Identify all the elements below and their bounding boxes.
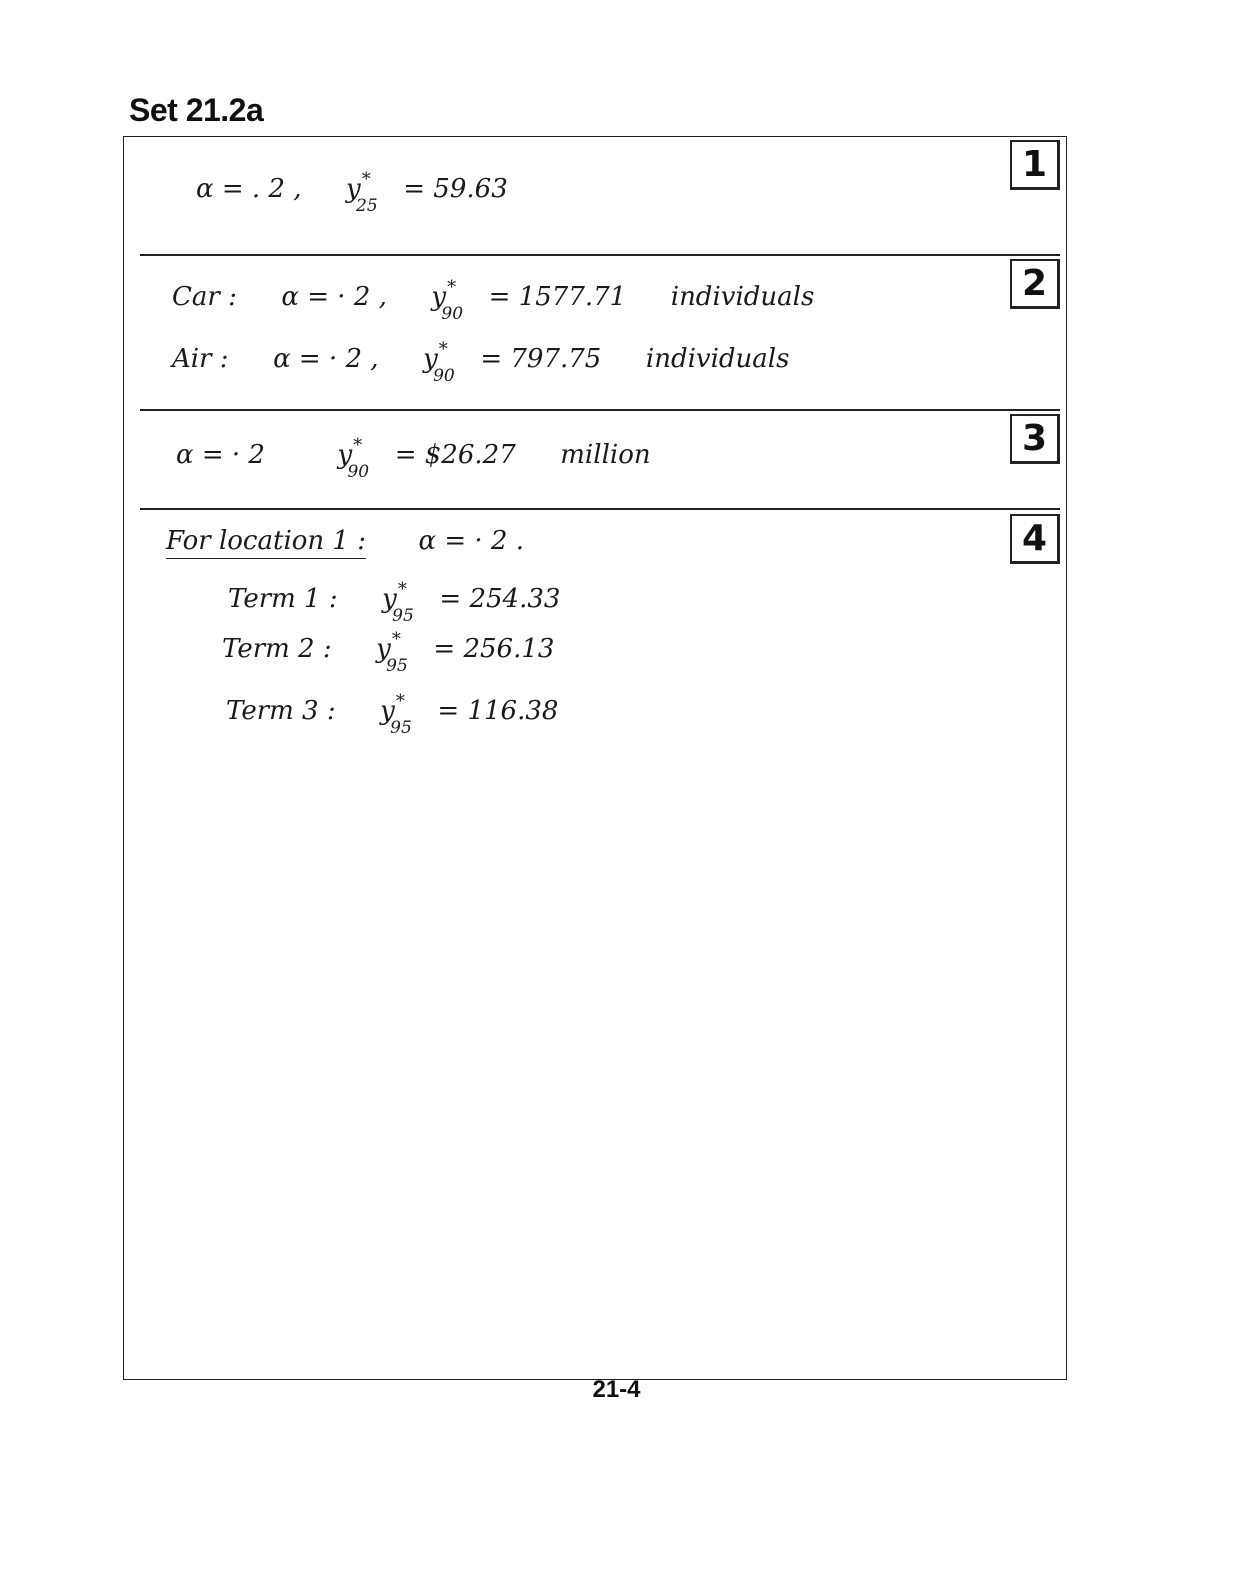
result-value: = 797.75 bbox=[480, 344, 602, 374]
y-star-symbol: y* 95 bbox=[380, 691, 412, 738]
y-subscript: 90 bbox=[347, 462, 370, 482]
result-unit: million bbox=[560, 440, 651, 470]
page-number: 21-4 bbox=[592, 1376, 641, 1403]
result-value: = 59.63 bbox=[403, 174, 508, 204]
problem-2-line-2 bbox=[172, 339, 790, 386]
alpha-value: α = · 2 , bbox=[281, 282, 387, 312]
y-subscript: 95 bbox=[390, 718, 412, 738]
section-divider-1 bbox=[140, 254, 1060, 256]
y-subscript: 90 bbox=[441, 304, 464, 324]
result-value: = 254.33 bbox=[439, 584, 561, 614]
problem-4-term-2 bbox=[222, 629, 555, 676]
page-title: Set 21.2a bbox=[129, 92, 264, 128]
term-label: Term 1 : bbox=[228, 584, 338, 614]
problem-2-line-1 bbox=[172, 277, 815, 324]
y-star-symbol: y* 90 bbox=[337, 435, 370, 482]
y-subscript: 25 bbox=[356, 196, 378, 216]
problem-1-line-1 bbox=[196, 169, 508, 216]
section-divider-2 bbox=[140, 409, 1060, 411]
alpha-value: α = · 2 bbox=[176, 440, 265, 470]
problem-number-2: 2 bbox=[1010, 259, 1060, 309]
alpha-value: α = · 2 , bbox=[273, 344, 379, 374]
y-subscript: 90 bbox=[433, 366, 455, 386]
result-value: = 256.13 bbox=[433, 634, 555, 664]
y-star-symbol: y* 95 bbox=[376, 629, 408, 676]
y-subscript: 95 bbox=[386, 656, 408, 676]
mode-label: Air : bbox=[172, 344, 229, 374]
problem-number-1: 1 bbox=[1010, 140, 1060, 190]
result-unit: individuals bbox=[645, 344, 790, 374]
answer-frame bbox=[123, 136, 1067, 1380]
y-star-symbol: y* 95 bbox=[382, 579, 414, 626]
term-label: Term 3 : bbox=[226, 696, 336, 726]
term-label: Term 2 : bbox=[222, 634, 332, 664]
result-value: = 1577.71 bbox=[488, 282, 627, 312]
problem-4-heading bbox=[166, 526, 524, 556]
alpha-value: α = . 2 , bbox=[196, 174, 302, 204]
problem-4-term-3 bbox=[226, 691, 559, 738]
problem-number-4: 4 bbox=[1010, 514, 1060, 564]
y-star-symbol: y* 90 bbox=[423, 339, 455, 386]
mode-label: Car : bbox=[172, 282, 237, 312]
result-unit: individuals bbox=[670, 282, 815, 312]
y-star-symbol: y* 90 bbox=[431, 277, 464, 324]
result-value: = 116.38 bbox=[437, 696, 559, 726]
problem-4-term-1 bbox=[228, 579, 561, 626]
problem-number-3: 3 bbox=[1010, 414, 1060, 464]
problem-3-line-1 bbox=[176, 435, 651, 482]
y-star-symbol: y* 25 bbox=[346, 169, 378, 216]
result-value: = $26.27 bbox=[394, 440, 516, 470]
section-divider-3 bbox=[140, 508, 1060, 510]
alpha-value: α = · 2 . bbox=[418, 526, 525, 556]
location-heading: For location 1 : bbox=[166, 526, 366, 559]
y-subscript: 95 bbox=[392, 606, 414, 626]
